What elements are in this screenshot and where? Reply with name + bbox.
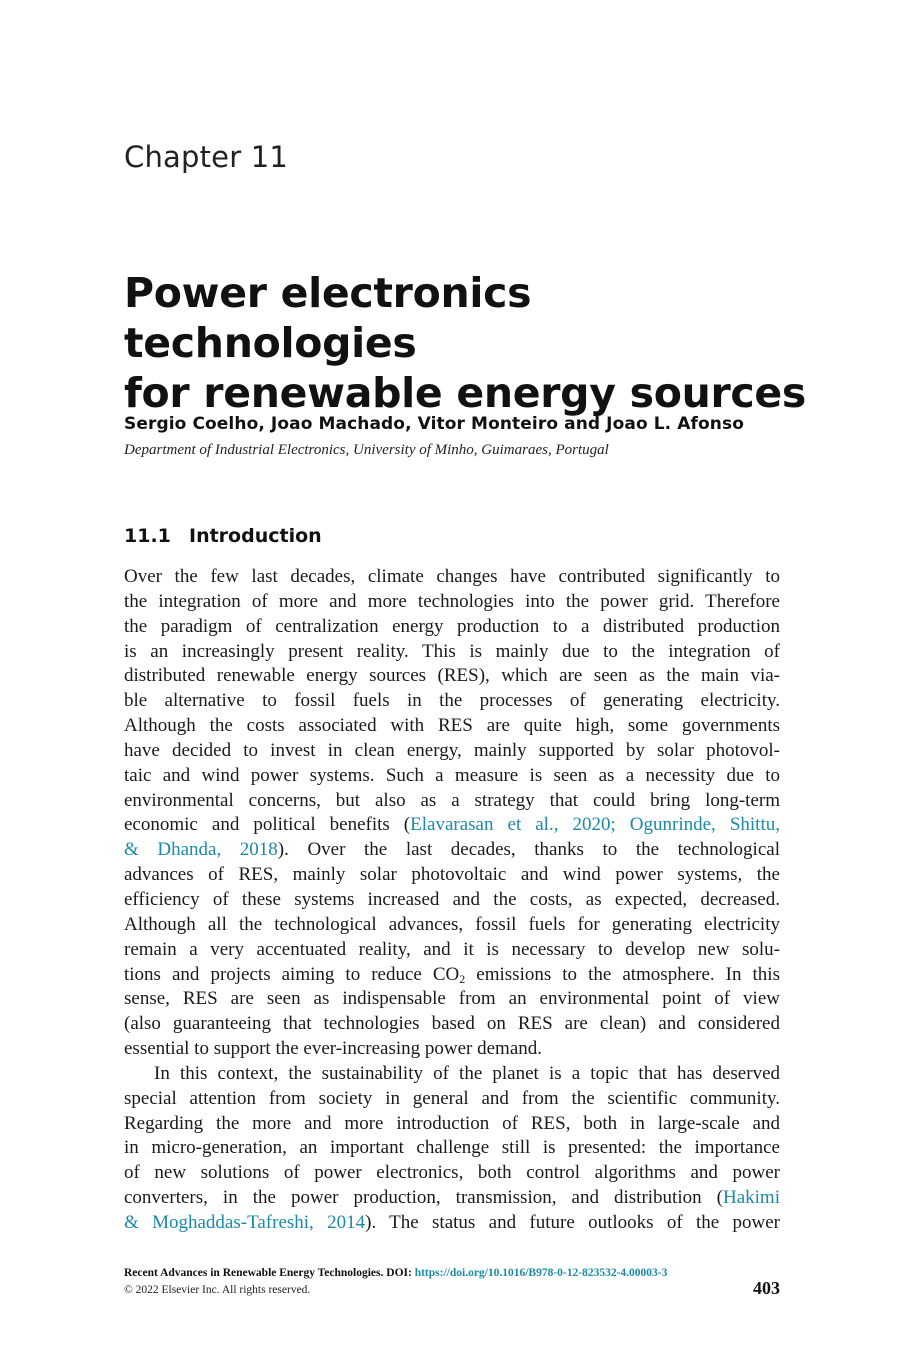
text-line: sense, RES are seen as indispensable from an environmental point of view <box>124 988 780 1010</box>
text-line: special attention from society in general and from the scientific community. <box>124 1087 780 1109</box>
citation-link[interactable]: Hakimi <box>723 1187 780 1209</box>
citation-link[interactable]: & Dhanda, 2018 <box>124 839 278 861</box>
text-line <box>124 1211 780 1236</box>
text-line: have decided to invest in clean energy, mainly supported by solar photovol- <box>124 739 780 761</box>
book-title: Recent Advances in Renewable Energy Technologies. DOI: <box>124 1267 415 1279</box>
citation-link[interactable]: & Moghaddas-Tafreshi, 2014 <box>124 1211 366 1233</box>
text-line <box>124 1186 780 1211</box>
text-line: the paradigm of centralization energy production to a distributed production <box>124 615 780 637</box>
section-title: Introduction <box>189 525 322 547</box>
section-number: 11.1 <box>124 525 171 547</box>
text-line: is an increasingly present reality. This is mainly due to the integration of <box>124 640 780 662</box>
text-line: efficiency of these systems increased and the costs, as expected, decreased. <box>124 888 780 910</box>
text-run: ). The status and future outlooks of the power <box>365 1211 780 1233</box>
text-line: of new solutions of power electronics, both control algorithms and power <box>124 1162 780 1184</box>
text-line <box>124 813 780 838</box>
text-line: essential to support the ever-increasing power demand. <box>124 1038 543 1060</box>
section-heading <box>124 525 322 547</box>
text-line: ble alternative to fossil fuels in the processes of generating electricity. <box>124 690 780 712</box>
text-line: advances of RES, mainly solar photovoltaic and wind power systems, the <box>124 864 780 886</box>
text-line <box>124 838 780 863</box>
text-line: Although all the technological advances, fossil fuels for generating electricity <box>124 913 780 935</box>
text-line: the integration of more and more technologies into the power grid. Therefore <box>124 590 780 612</box>
page-number: 403 <box>753 1278 780 1298</box>
text-run: converters, in the power production, transmission, and distribution ( <box>124 1187 723 1209</box>
text-line: remain a very accentuated reality, and it is necessary to develop new solu- <box>124 938 780 960</box>
text-line: Over the few last decades, climate changes have contributed significantly to <box>124 566 780 587</box>
affiliation: Department of Industrial Electronics, University of Minho, Guimaraes, Portugal <box>124 442 609 458</box>
citation-link[interactable]: Elavarasan et al., 2020; Ogunrinde, Shittu, <box>410 814 780 836</box>
text-run: economic and political benefits ( <box>124 814 411 836</box>
subscript: 2 <box>459 971 466 986</box>
text-run: emissions to the atmosphere. In this <box>465 963 780 985</box>
text-line <box>124 963 780 988</box>
text-line: distributed renewable energy sources (RES), which are seen as the main via- <box>124 665 780 687</box>
text-line: Although the costs associated with RES are quite high, some governments <box>124 715 780 737</box>
chapter-title-line: Power electronics technologies <box>124 269 532 367</box>
text-line: In this context, the sustainability of the planet is a topic that has deserved <box>154 1062 780 1084</box>
text-run: ). Over the last decades, thanks to the technological <box>277 839 780 861</box>
chapter-title-line: for renewable energy sources <box>124 369 807 417</box>
text-run: tions and projects aiming to reduce CO <box>124 963 460 985</box>
chapter-label: Chapter 11 <box>124 140 289 174</box>
text-line: taic and wind power systems. Such a measure is seen as a necessity due to <box>124 764 780 786</box>
text-line: in micro-generation, an important challenge still is presented: the importance <box>124 1137 780 1159</box>
copyright-notice: © 2022 Elsevier Inc. All rights reserved. <box>124 1284 311 1296</box>
text-line: environmental concerns, but also as a strategy that could bring long-term <box>124 789 780 811</box>
text-line: (also guaranteeing that technologies based on RES are clean) and considered <box>124 1013 780 1035</box>
author-list: Sergio Coelho, Joao Machado, Vitor Monteiro and Joao L. Afonso <box>124 414 744 434</box>
footer-source <box>124 1267 667 1279</box>
text-line: Regarding the more and more introduction of RES, both in large-scale and <box>124 1112 780 1134</box>
body-text <box>124 565 780 1236</box>
chapter-title <box>124 268 824 418</box>
doi-link[interactable]: https://doi.org/10.1016/B978-0-12-823532-4.00003-3 <box>414 1267 668 1279</box>
